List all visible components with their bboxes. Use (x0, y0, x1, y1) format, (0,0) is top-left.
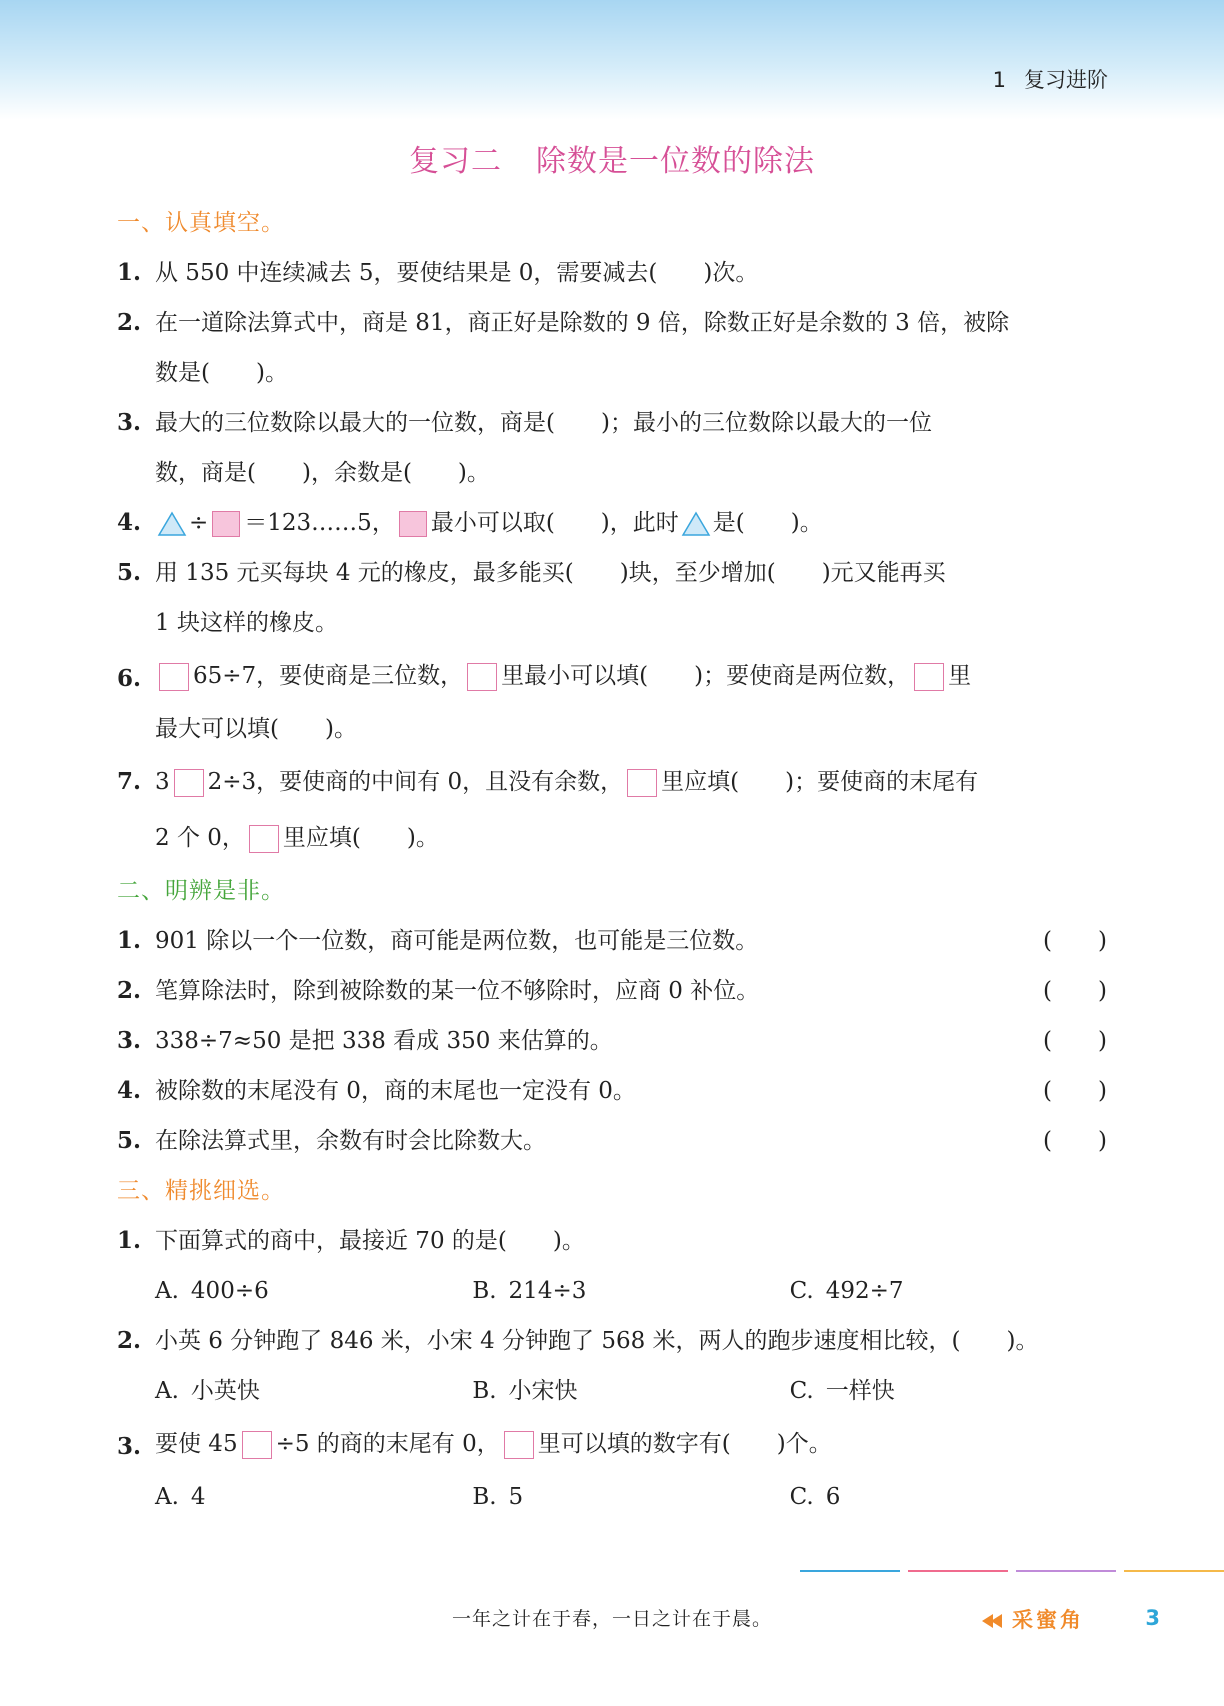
question-text-line2: 1 块这样的橡皮。 (155, 610, 338, 636)
answer-paren: ( ) (1043, 978, 1107, 1004)
question-text: 901 除以一个一位数，商可能是两位数，也可能是三位数。 (155, 928, 759, 954)
question-text: 里可以填的数字有( )个。 (537, 1431, 832, 1457)
question-text-line2: 最大可以填( )。 (155, 716, 357, 742)
question-text: 里 (948, 663, 972, 689)
answer-paren: ( ) (1043, 1078, 1107, 1104)
square-box-icon (467, 663, 497, 691)
square-box-icon (159, 663, 189, 691)
question-text: 65÷7，要使商是三位数， (193, 663, 464, 689)
question-number: 2. (117, 309, 142, 336)
title-part2: 除数是一位数的除法 (536, 144, 815, 179)
options-3-3 (117, 1472, 1107, 1522)
judge-item-4 (117, 1066, 1107, 1116)
question-3-3 (117, 1416, 1107, 1472)
judge-item-2 (117, 966, 1107, 1016)
question-1-6 (117, 648, 1107, 754)
square-box-icon (212, 511, 240, 537)
square-box-icon (914, 663, 944, 691)
running-head (993, 64, 1108, 94)
square-box-icon (627, 769, 657, 797)
option-c: C. 6 (789, 1484, 841, 1510)
square-box-icon (504, 1431, 534, 1459)
answer-paren: ( ) (1043, 1028, 1107, 1054)
question-number: 1. (117, 927, 142, 954)
header-band (0, 0, 1224, 120)
question-text: 338÷7≈50 是把 338 看成 350 来估算的。 (155, 1028, 613, 1054)
question-text: 是( )。 (712, 510, 823, 536)
footer-divider-blue (800, 1570, 900, 1572)
judge-item-5 (117, 1116, 1107, 1166)
question-text: 里应填( )；要使商的末尾有 (661, 769, 979, 795)
option-a: A. 小英快 (155, 1378, 260, 1404)
division-sign: ÷ (189, 510, 209, 536)
question-number: 3. (117, 409, 142, 436)
question-1-3 (117, 398, 1107, 498)
option-a: A. 4 (155, 1484, 206, 1510)
question-text: 笔算除法时，除到被除数的某一位不够除时，应商 0 补位。 (155, 978, 760, 1004)
option-c: C. 一样快 (789, 1378, 895, 1404)
options-3-2 (117, 1366, 1107, 1416)
question-number: 2. (117, 1327, 142, 1354)
brand-text: 采蜜角 (1012, 1608, 1084, 1632)
question-text: 要使 45 (155, 1431, 238, 1457)
question-3-2 (117, 1316, 1107, 1366)
question-text: 下面算式的商中，最接近 70 的是( )。 (155, 1228, 585, 1254)
question-1-5 (117, 548, 1107, 648)
question-text: 里应填( )。 (282, 825, 439, 851)
square-box-icon (399, 511, 427, 537)
question-text: ÷5 的商的末尾有 0， (275, 1431, 500, 1457)
question-text-line1: 在一道除法算式中，商是 81，商正好是除数的 9 倍，除数正好是余数的 3 倍，被除 (155, 310, 1010, 336)
answer-paren: ( ) (1043, 1128, 1107, 1154)
triangle-icon (681, 511, 711, 537)
question-text-line1: 最大的三位数除以最大的一位数，商是( )；最小的三位数除以最大的一位 (155, 410, 932, 436)
option-a: A. 400÷6 (155, 1278, 269, 1304)
question-number: 3. (117, 1027, 142, 1054)
answer-paren: ( ) (1043, 928, 1107, 954)
question-number: 5. (117, 1127, 142, 1154)
judge-item-1 (117, 916, 1107, 966)
question-text-line2: 数是( )。 (155, 360, 288, 386)
section-number: 1 (992, 68, 1006, 92)
section-heading-multiple-choice: 三、精挑细选。 (117, 1178, 285, 1204)
worksheet-content (117, 198, 1107, 1522)
section-name: 复习进阶 (1024, 68, 1108, 92)
question-number: 4. (117, 509, 142, 536)
question-text: 被除数的末尾没有 0，商的末尾也一定没有 0。 (155, 1078, 636, 1104)
page-number: 3 (1145, 1606, 1160, 1630)
section-heading-fill-in: 一、认真填空。 (117, 210, 285, 236)
question-number: 3. (117, 1433, 142, 1460)
footer-divider-pink (908, 1570, 1008, 1572)
question-text: 在除法算式里，余数有时会比除数大。 (155, 1128, 546, 1154)
option-b: B. 小宋快 (472, 1378, 578, 1404)
question-number: 2. (117, 977, 142, 1004)
equation-text: ＝123……5， (244, 510, 395, 536)
question-text: 2÷3，要使商的中间有 0，且没有余数， (207, 769, 624, 795)
triangle-icon (157, 511, 187, 537)
question-1-1 (117, 248, 1107, 298)
question-1-2 (117, 298, 1107, 398)
judge-item-3 (117, 1016, 1107, 1066)
question-number: 1. (117, 259, 142, 286)
option-b: B. 5 (472, 1484, 524, 1510)
question-text: 里最小可以填( )；要使商是两位数， (501, 663, 911, 689)
brand-label (982, 1604, 1084, 1634)
square-box-icon (242, 1431, 272, 1459)
option-b: B. 214÷3 (472, 1278, 587, 1304)
footer-divider-yellow (1124, 1570, 1224, 1572)
question-number: 4. (117, 1077, 142, 1104)
question-number: 6. (117, 665, 142, 692)
question-1-4 (117, 498, 1107, 548)
question-1-7 (117, 754, 1107, 866)
section-heading-true-false: 二、明辨是非。 (117, 878, 285, 904)
footer-divider-purple (1016, 1570, 1116, 1572)
question-number: 5. (117, 559, 142, 586)
question-number: 1. (117, 1227, 142, 1254)
question-text: 3 (155, 769, 170, 795)
question-number: 7. (117, 768, 142, 795)
question-text: 最小可以取( )，此时 (430, 510, 679, 536)
question-text: 从 550 中连续减去 5，要使结果是 0，需要减去( )次。 (155, 260, 759, 286)
question-text: 小英 6 分钟跑了 846 米，小宋 4 分钟跑了 568 米，两人的跑步速度相比较，( )。 (155, 1328, 1039, 1354)
square-box-icon (249, 825, 279, 853)
arrow-left-icon (982, 1613, 1004, 1629)
square-box-icon (174, 769, 204, 797)
page-title (0, 136, 1224, 180)
title-part1: 复习二 (409, 144, 502, 179)
options-3-1 (117, 1266, 1107, 1316)
question-text-line2: 数，商是( )，余数是( )。 (155, 460, 490, 486)
footer-motto: 一年之计在于春，一日之计在于晨。 (451, 1608, 772, 1630)
option-c: C. 492÷7 (789, 1278, 904, 1304)
question-3-1 (117, 1216, 1107, 1266)
question-text-line1: 用 135 元买每块 4 元的橡皮，最多能买( )块，至少增加( )元又能再买 (155, 560, 946, 586)
question-text: 2 个 0， (155, 825, 245, 851)
